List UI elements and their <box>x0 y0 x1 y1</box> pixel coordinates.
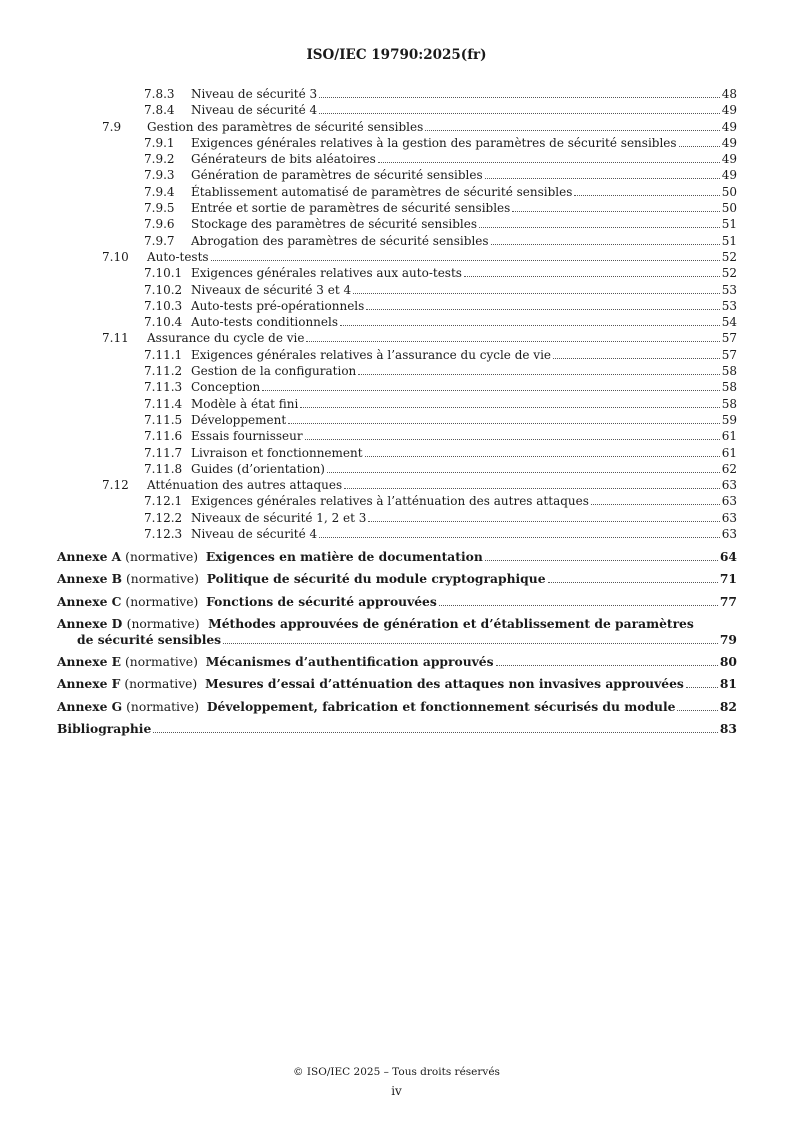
toc-entry[interactable] <box>57 396 737 412</box>
dot-leader <box>358 374 719 375</box>
toc-page: 63 <box>721 527 737 542</box>
dot-leader <box>223 643 718 644</box>
dot-leader <box>319 97 720 98</box>
annex-page: 77 <box>719 593 737 609</box>
dot-leader <box>300 407 719 408</box>
toc-page: 61 <box>721 429 737 444</box>
toc-annex-e[interactable] <box>57 654 737 670</box>
toc-number: 7.10.4 <box>144 315 183 330</box>
toc-annex-d[interactable] <box>57 616 737 647</box>
dot-leader <box>262 390 719 391</box>
toc-entry[interactable] <box>57 135 737 151</box>
toc-title: Génération de paramètres de sécurité sensibles <box>191 168 483 183</box>
dot-leader <box>353 293 720 294</box>
toc-number: 7.12.1 <box>144 494 183 509</box>
toc-entry[interactable] <box>57 412 737 428</box>
toc-page: 63 <box>721 478 737 493</box>
toc-page: 49 <box>721 135 737 150</box>
toc-number: 7.9.1 <box>144 135 175 150</box>
toc-title: Conception <box>191 380 261 395</box>
toc-number: 7.12.2 <box>144 510 183 525</box>
toc-page: 57 <box>721 331 737 346</box>
dot-leader <box>211 260 720 261</box>
annex-page: 81 <box>719 676 737 692</box>
document-header: ISO/IEC 19790:2025(fr) <box>306 47 487 63</box>
toc-entry[interactable] <box>57 428 737 444</box>
toc-entry[interactable] <box>57 314 737 330</box>
toc-annex-b[interactable] <box>57 571 737 587</box>
toc-number: 7.11 <box>102 331 129 346</box>
toc-title: Atténuation des autres attaques <box>147 478 343 493</box>
toc-entry[interactable] <box>57 184 737 200</box>
toc-annex-g[interactable] <box>57 699 737 715</box>
annex-page: 71 <box>719 571 737 587</box>
annex-type: (normative) <box>124 654 198 669</box>
annex-title: Mécanismes d’authentification approuvés <box>205 653 494 669</box>
dot-leader <box>574 195 719 196</box>
toc-title: Niveaux de sécurité 3 et 4 <box>191 282 352 297</box>
toc-number: 7.9.6 <box>144 217 175 232</box>
toc-number: 7.8.4 <box>144 103 175 118</box>
annex-label: Annexe D <box>57 616 123 632</box>
toc-page: 57 <box>721 347 737 362</box>
toc-title: Générateurs de bits aléatoires <box>191 152 376 167</box>
annex-label: Annexe G <box>57 698 123 714</box>
dot-leader <box>365 456 720 457</box>
toc-number: 7.10.3 <box>144 298 183 313</box>
toc-number: 7.9.2 <box>144 152 175 167</box>
dot-leader <box>591 504 720 505</box>
toc-page: 49 <box>721 152 737 167</box>
annex-type: (normative) <box>126 699 199 714</box>
toc-title: Niveau de sécurité 4 <box>191 103 318 118</box>
toc-number: 7.11.4 <box>144 396 183 411</box>
dot-leader <box>439 605 718 606</box>
table-of-contents <box>57 86 737 736</box>
dot-leader <box>464 276 720 277</box>
toc-entry[interactable] <box>57 233 737 249</box>
toc-page: 49 <box>721 168 737 183</box>
dot-leader <box>306 341 719 342</box>
toc-title: Stockage des paramètres de sécurité sensibles <box>191 217 477 232</box>
dot-leader <box>366 309 719 310</box>
annex-title: Politique de sécurité du module cryptographique <box>206 571 546 587</box>
toc-page: 52 <box>721 266 737 281</box>
dot-leader <box>485 560 718 561</box>
toc-title: Auto-tests conditionnels <box>191 315 339 330</box>
dot-leader <box>327 472 720 473</box>
toc-page: 51 <box>721 217 737 232</box>
toc-entry[interactable] <box>57 461 737 477</box>
dot-leader <box>288 423 720 424</box>
annex-title: Exigences en matière de documentation <box>205 548 483 564</box>
toc-number: 7.11.3 <box>144 380 183 395</box>
toc-title: Entrée et sortie de paramètres de sécurité sensibles <box>191 201 511 216</box>
dot-leader <box>344 488 720 489</box>
annex-title: Fonctions de sécurité approuvées <box>206 593 437 609</box>
toc-number: 7.9.3 <box>144 168 175 183</box>
toc-page: 63 <box>721 510 737 525</box>
toc-number: 7.11.8 <box>144 461 183 476</box>
toc-page: 53 <box>721 282 737 297</box>
dot-leader <box>485 178 720 179</box>
toc-entry[interactable] <box>57 151 737 167</box>
annex-title: Mesures d’essai d’atténuation des attaques non invasives approuvées <box>205 676 684 692</box>
annex-title: Développement, fabrication et fonctionnement sécurisés du module <box>206 698 676 714</box>
dot-leader <box>686 687 718 688</box>
toc-number: 7.12 <box>102 478 129 493</box>
toc-title: Exigences générales relatives à l’atténuation des autres attaques <box>191 494 589 509</box>
toc-title: Gestion des paramètres de sécurité sensibles <box>147 119 424 134</box>
toc-page: 49 <box>721 119 737 134</box>
toc-page: 58 <box>721 364 737 379</box>
toc-entry[interactable] <box>57 119 737 135</box>
toc-title: Développement <box>191 412 287 427</box>
annex-type: (normative) <box>126 617 200 632</box>
toc-title: Niveau de sécurité 4 <box>191 527 318 542</box>
toc-title: Essais fournisseur <box>191 429 303 444</box>
annex-label: Annexe B <box>57 571 123 587</box>
toc-number: 7.9.7 <box>144 233 175 248</box>
dot-leader <box>368 521 719 522</box>
toc-page: 50 <box>721 184 737 199</box>
dot-leader <box>553 358 720 359</box>
toc-title: Exigences générales relatives aux auto-tests <box>191 266 462 281</box>
annex-label: Annexe F <box>57 676 121 692</box>
toc-number: 7.10.2 <box>144 282 183 297</box>
toc-page: 63 <box>721 494 737 509</box>
annex-label: Annexe E <box>57 653 122 669</box>
toc-title: Auto-tests pré-opérationnels <box>191 298 365 313</box>
bibliography-page: 83 <box>719 721 737 737</box>
toc-number: 7.9.4 <box>144 184 175 199</box>
dot-leader <box>679 146 720 147</box>
dot-leader <box>496 665 718 666</box>
toc-entry[interactable] <box>57 265 737 281</box>
toc-entry[interactable] <box>57 379 737 395</box>
toc-title: Exigences générales relatives à l’assurance du cycle de vie <box>191 347 552 362</box>
toc-page: 62 <box>721 461 737 476</box>
toc-page: 53 <box>721 298 737 313</box>
toc-entry[interactable] <box>57 298 737 314</box>
dot-leader <box>512 211 719 212</box>
toc-entry[interactable] <box>57 477 737 493</box>
annex-title: Méthodes approuvées de génération et d’établissement de paramètres <box>208 616 694 632</box>
toc-entry[interactable] <box>57 510 737 526</box>
toc-number: 7.11.5 <box>144 412 183 427</box>
toc-number: 7.11.1 <box>144 347 183 362</box>
toc-entry[interactable] <box>57 216 737 232</box>
toc-page: 58 <box>721 380 737 395</box>
toc-annex-c[interactable] <box>57 594 737 610</box>
toc-number: 7.10 <box>102 249 129 264</box>
dot-leader <box>305 439 720 440</box>
toc-title: Niveau de sécurité 3 <box>191 87 318 101</box>
toc-number: 7.11.6 <box>144 429 183 444</box>
dot-leader <box>491 244 720 245</box>
dot-leader <box>548 582 718 583</box>
annex-page: 80 <box>719 653 737 669</box>
annex-type: (normative) <box>124 677 198 692</box>
annex-type: (normative) <box>125 549 199 564</box>
toc-entry[interactable] <box>57 86 737 102</box>
toc-page: 52 <box>721 249 737 264</box>
toc-title: Assurance du cycle de vie <box>147 331 305 346</box>
toc-title: Abrogation des paramètres de sécurité sensibles <box>191 233 489 248</box>
toc-entry[interactable] <box>57 330 737 346</box>
page-number: iv <box>391 1084 402 1098</box>
toc-page: 59 <box>721 412 737 427</box>
annex-page: 82 <box>719 698 737 714</box>
annex-label: Annexe C <box>57 593 122 609</box>
dot-leader <box>319 537 720 538</box>
annex-page: 79 <box>719 632 737 648</box>
toc-number: 7.11.2 <box>144 364 183 379</box>
toc-title: Modèle à état fini <box>191 396 299 411</box>
toc-entry[interactable] <box>57 347 737 363</box>
toc-entry[interactable] <box>57 526 737 542</box>
toc-number: 7.10.1 <box>144 266 183 281</box>
toc-title: Niveaux de sécurité 1, 2 et 3 <box>191 510 367 525</box>
dot-leader <box>378 162 720 163</box>
toc-entry[interactable] <box>57 363 737 379</box>
annex-label: Annexe A <box>57 548 122 564</box>
annex-type: (normative) <box>126 572 199 587</box>
toc-title: Exigences générales relatives à la gestion des paramètres de sécurité sensibles <box>191 135 677 150</box>
dot-leader <box>479 227 720 228</box>
dot-leader <box>319 113 720 114</box>
toc-number: 7.9.5 <box>144 201 175 216</box>
dot-leader <box>677 710 717 711</box>
toc-page: 54 <box>721 315 737 330</box>
dot-leader <box>153 732 718 733</box>
toc-title: Livraison et fonctionnement <box>191 445 363 460</box>
dot-leader <box>340 325 720 326</box>
dot-leader <box>425 130 719 131</box>
toc-page: 50 <box>721 201 737 216</box>
toc-page: 58 <box>721 396 737 411</box>
toc-annex-f[interactable] <box>57 676 737 692</box>
toc-page: 48 <box>721 87 737 101</box>
toc-title: Guides (d’orientation) <box>191 461 325 476</box>
toc-number: 7.11.7 <box>144 445 183 460</box>
annex-type: (normative) <box>125 594 199 609</box>
toc-page: 61 <box>721 445 737 460</box>
copyright-notice: © ISO/IEC 2025 – Tous droits réservés <box>293 1066 500 1078</box>
toc-title: Auto-tests <box>147 249 209 264</box>
toc-page: 49 <box>721 103 737 118</box>
toc-entry[interactable] <box>57 200 737 216</box>
toc-entry[interactable] <box>57 102 737 118</box>
toc-entry[interactable] <box>57 249 737 265</box>
toc-title: Gestion de la configuration <box>191 364 357 379</box>
bibliography-title: Bibliographie <box>57 721 152 737</box>
toc-annex-a[interactable] <box>57 549 737 565</box>
toc-title: Établissement automatisé de paramètres de sécurité sensibles <box>191 184 573 199</box>
toc-entry[interactable] <box>57 445 737 461</box>
toc-page: 51 <box>721 233 737 248</box>
toc-bibliography[interactable] <box>57 721 737 736</box>
toc-number: 7.9 <box>102 119 122 134</box>
toc-entry[interactable] <box>57 493 737 509</box>
toc-entry[interactable] <box>57 282 737 298</box>
toc-entry[interactable] <box>57 167 737 183</box>
toc-number: 7.12.3 <box>144 527 183 542</box>
toc-number: 7.8.3 <box>144 87 175 101</box>
annex-title-continued: de sécurité sensibles <box>77 632 222 648</box>
annex-page: 64 <box>719 548 737 564</box>
